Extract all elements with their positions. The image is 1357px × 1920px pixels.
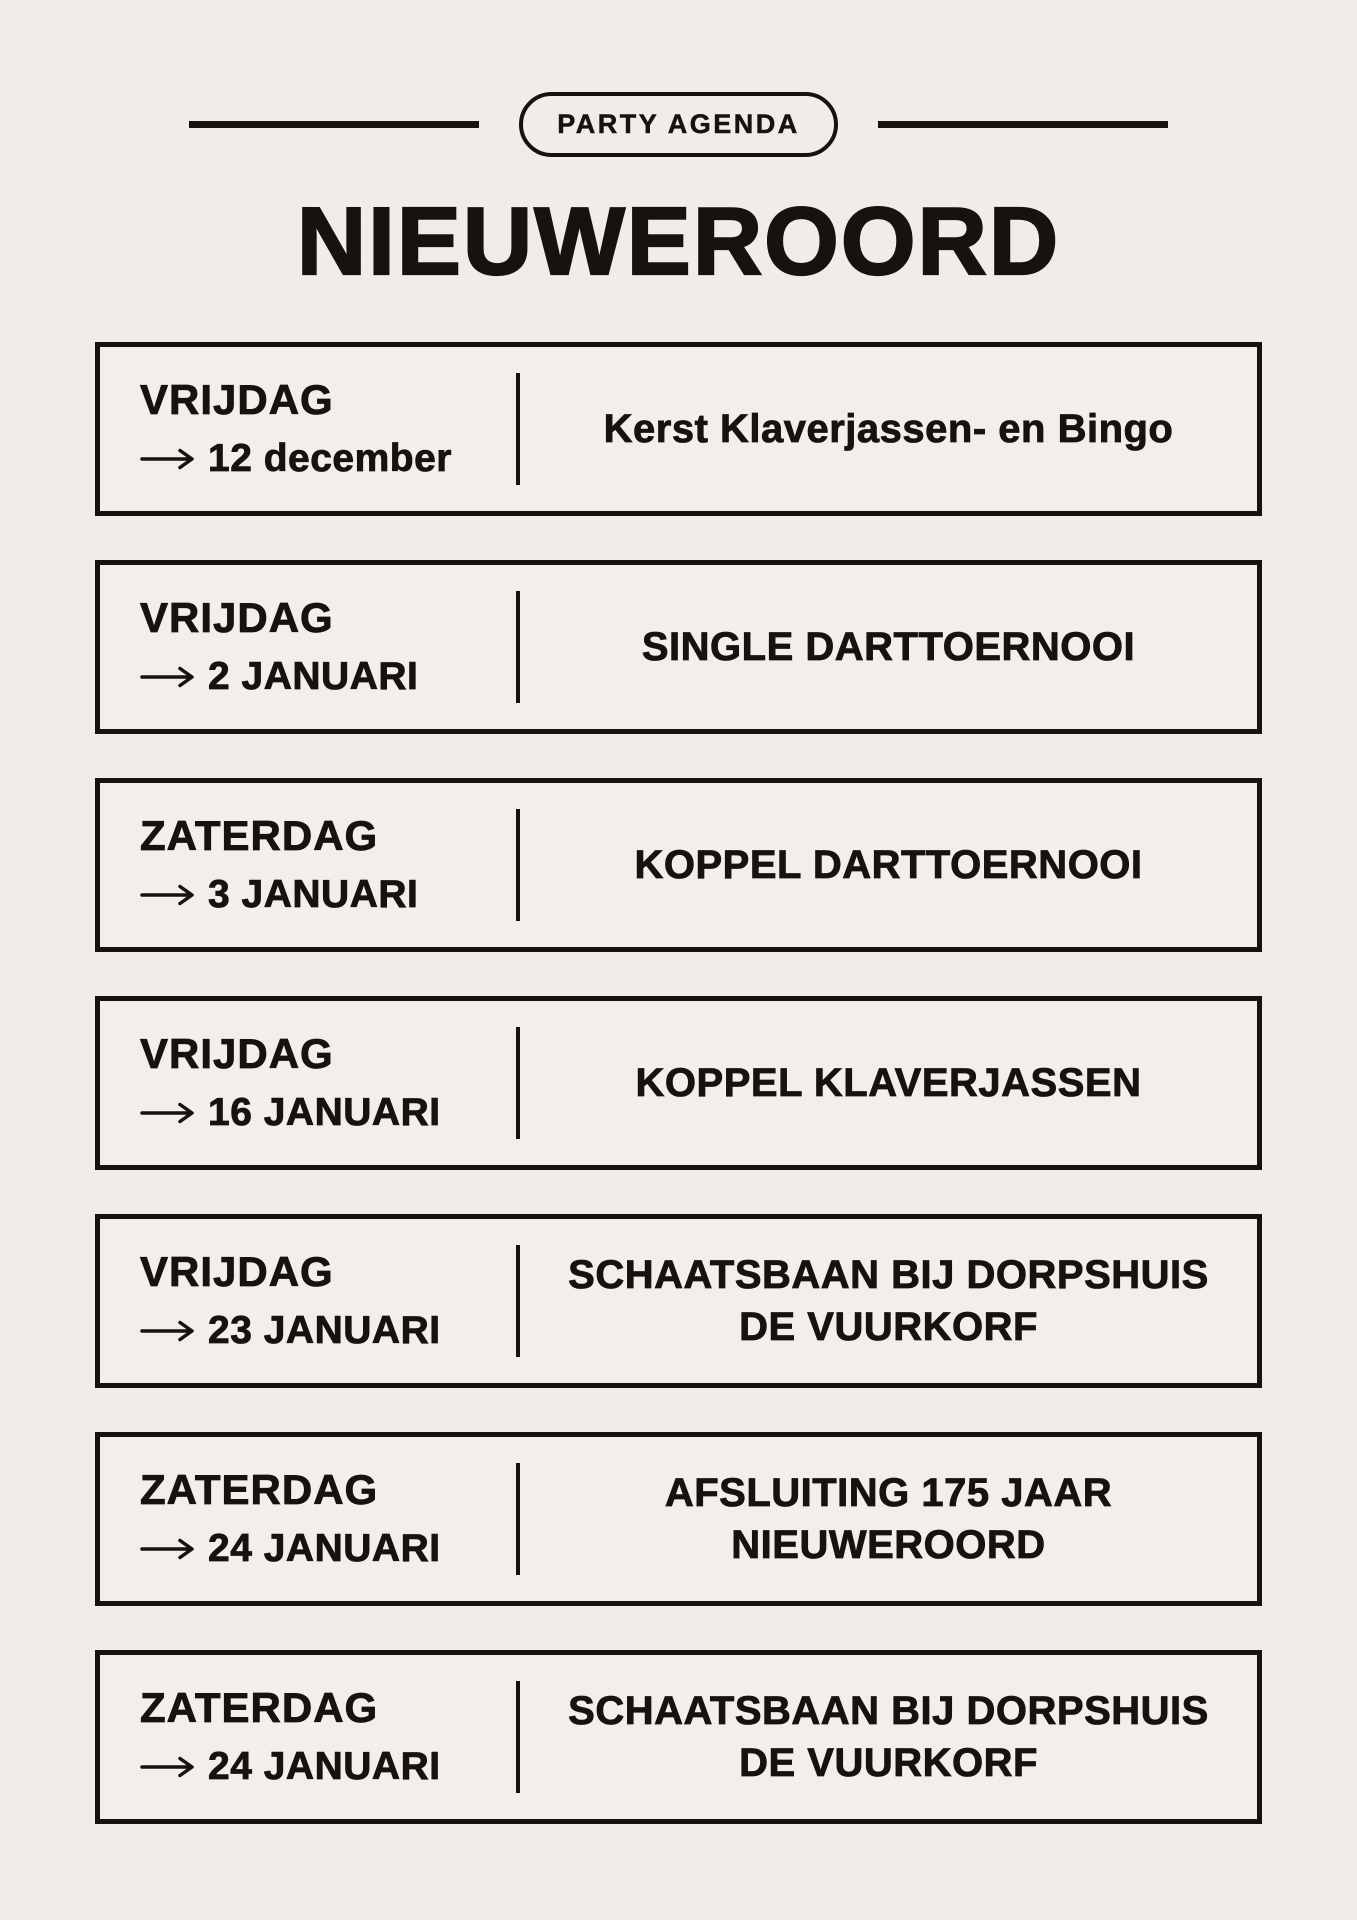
event-card bbox=[95, 1432, 1262, 1606]
event-day: ZATERDAG bbox=[140, 812, 379, 860]
event-date-row bbox=[140, 1746, 516, 1789]
event-date-block bbox=[100, 595, 516, 698]
event-title-line: DE VUURKORF bbox=[739, 1741, 1038, 1785]
event-day: VRIJDAG bbox=[140, 1248, 334, 1296]
event-date-block bbox=[100, 1685, 516, 1788]
event-date: 24 JANUARI bbox=[208, 1526, 441, 1570]
event-date-row bbox=[140, 1092, 516, 1135]
event-title-line: DE VUURKORF bbox=[739, 1305, 1038, 1349]
event-title-line: SINGLE DARTTOERNOOI bbox=[641, 625, 1136, 669]
long-right-arrow-icon bbox=[140, 1318, 196, 1344]
event-date-row bbox=[140, 1528, 516, 1571]
long-right-arrow-icon bbox=[140, 664, 196, 690]
event-title bbox=[520, 839, 1257, 891]
event-day: VRIJDAG bbox=[140, 594, 334, 642]
event-title bbox=[520, 1685, 1257, 1789]
badge-label: PARTY AGENDA bbox=[557, 109, 800, 139]
event-title-line: AFSLUITING 175 JAAR bbox=[664, 1471, 1113, 1515]
event-date: 12 december bbox=[208, 436, 452, 480]
event-card bbox=[95, 996, 1262, 1170]
event-date-row bbox=[140, 874, 516, 917]
event-date: 23 JANUARI bbox=[208, 1308, 441, 1352]
event-date-block bbox=[100, 1249, 516, 1352]
event-title bbox=[520, 621, 1257, 673]
event-date-block bbox=[100, 1031, 516, 1134]
page-title: NIEUWEROORD bbox=[296, 188, 1061, 295]
event-card bbox=[95, 778, 1262, 952]
header-rule-right bbox=[878, 121, 1168, 128]
event-title-line: NIEUWEROORD bbox=[731, 1523, 1046, 1567]
event-title bbox=[520, 403, 1257, 455]
header-rule-left bbox=[189, 121, 479, 128]
long-right-arrow-icon bbox=[140, 882, 196, 908]
event-date-block bbox=[100, 813, 516, 916]
long-right-arrow-icon bbox=[140, 1754, 196, 1780]
event-day: ZATERDAG bbox=[140, 1466, 379, 1514]
long-right-arrow-icon bbox=[140, 446, 196, 472]
event-title bbox=[520, 1467, 1257, 1571]
event-card bbox=[95, 1214, 1262, 1388]
event-date: 3 JANUARI bbox=[208, 872, 419, 916]
event-title bbox=[520, 1249, 1257, 1353]
event-date: 16 JANUARI bbox=[208, 1090, 441, 1134]
event-day: ZATERDAG bbox=[140, 1684, 379, 1732]
event-card bbox=[95, 1650, 1262, 1824]
long-right-arrow-icon bbox=[140, 1536, 196, 1562]
event-date-row bbox=[140, 656, 516, 699]
event-date: 2 JANUARI bbox=[208, 654, 419, 698]
event-date-row bbox=[140, 438, 516, 481]
event-date-block bbox=[100, 1467, 516, 1570]
long-right-arrow-icon bbox=[140, 1100, 196, 1126]
event-title-line: SCHAATSBAAN BIJ DORPSHUIS bbox=[568, 1689, 1209, 1733]
event-list bbox=[95, 342, 1262, 1824]
party-agenda-badge bbox=[519, 92, 838, 157]
event-date-row bbox=[140, 1310, 516, 1353]
event-day: VRIJDAG bbox=[140, 376, 334, 424]
event-title bbox=[520, 1057, 1257, 1109]
event-title-line: KOPPEL KLAVERJASSEN bbox=[635, 1061, 1142, 1105]
event-title-line: KOPPEL DARTTOERNOOI bbox=[634, 843, 1143, 887]
event-card bbox=[95, 560, 1262, 734]
event-date-block bbox=[100, 377, 516, 480]
event-title-line: SCHAATSBAAN BIJ DORPSHUIS bbox=[568, 1253, 1209, 1297]
header bbox=[0, 0, 1357, 157]
event-card bbox=[95, 342, 1262, 516]
event-day: VRIJDAG bbox=[140, 1030, 334, 1078]
event-date: 24 JANUARI bbox=[208, 1744, 441, 1788]
event-title-line: Kerst Klaverjassen- en Bingo bbox=[603, 407, 1174, 451]
